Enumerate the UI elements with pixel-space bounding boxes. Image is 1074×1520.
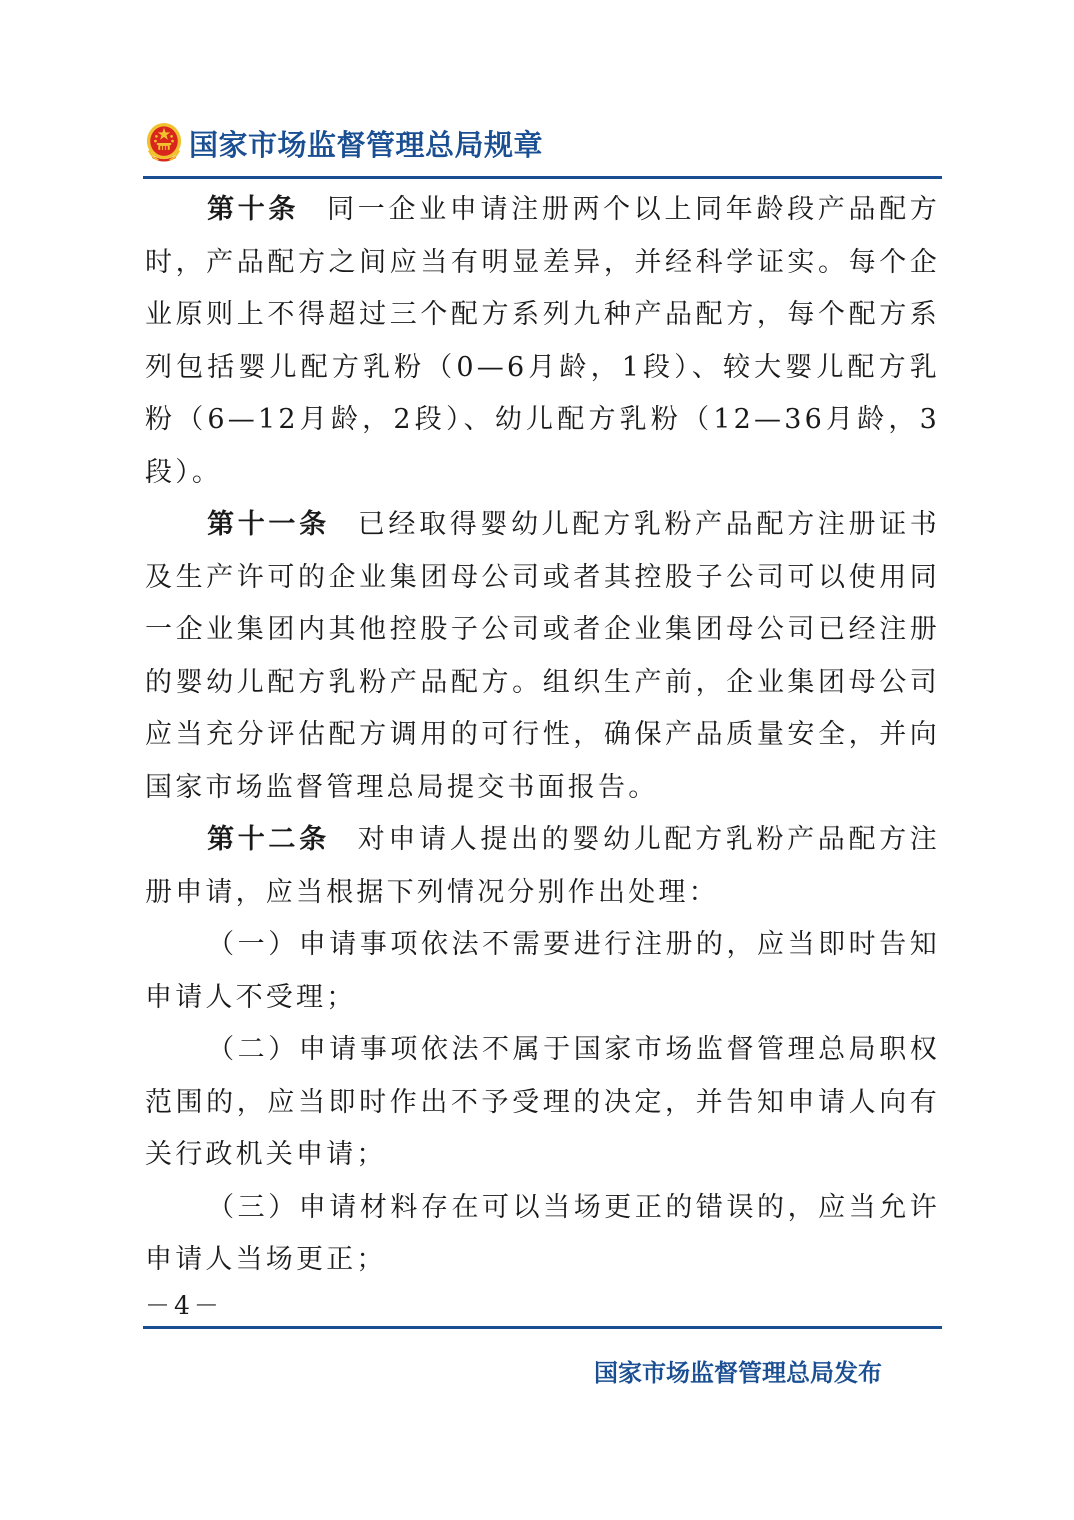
article-10 bbox=[145, 184, 940, 499]
article-heading: 第十条 bbox=[207, 194, 300, 225]
article-text: 对申请人提出的婴幼儿配方乳粉产品配方注册申请，应当根据下列情况分别作出处理： bbox=[145, 824, 940, 908]
header-title: 国家市场监督管理总局规章 bbox=[189, 127, 544, 162]
footer-divider bbox=[143, 1326, 942, 1329]
list-item: （三）申请材料存在可以当场更正的错误的，应当允许申请人当场更正； bbox=[145, 1191, 940, 1275]
article-heading: 第十二条 bbox=[207, 824, 330, 855]
article-text: 已经取得婴幼儿配方乳粉产品配方注册证书及生产许可的企业集团母公司或者其控股子公司可以使用同一企业集团内其他控股子公司或者企业集团母公司已经注册的婴幼儿配方乳粉产品配方。组织生产前，企业集团母公司应当充分评估配方调用的可行性，确保产品质量安全，并向国家市场监督管理总局提交书面报告。 bbox=[145, 509, 940, 803]
page-number: －4－ bbox=[145, 1291, 223, 1320]
article-12 bbox=[145, 814, 940, 919]
article-text: 同一企业申请注册两个以上同年龄段产品配方时，产品配方之间应当有明显差异，并经科学证实。每个企业原则上不得超过三个配方系列九种产品配方，每个配方系列包括婴儿配方乳粉（0—6月龄，1段）、较大婴儿配方乳粉（6—12月龄，2段）、幼儿配方乳粉（12—36月龄，3段）。 bbox=[145, 194, 941, 488]
header-divider bbox=[143, 176, 942, 179]
article-heading: 第十一条 bbox=[207, 509, 330, 540]
list-item: （一）申请事项依法不需要进行注册的，应当即时告知申请人不受理； bbox=[145, 929, 940, 1013]
list-item: （二）申请事项依法不属于国家市场监督管理总局职权范围的，应当即时作出不予受理的决定，并告知申请人向有关行政机关申请； bbox=[145, 1034, 940, 1170]
document-body bbox=[145, 184, 940, 1287]
page-header bbox=[145, 118, 543, 168]
article-11 bbox=[145, 499, 940, 814]
footer-publisher: 国家市场监督管理总局发布 bbox=[594, 1359, 882, 1387]
national-emblem-icon bbox=[145, 122, 183, 164]
